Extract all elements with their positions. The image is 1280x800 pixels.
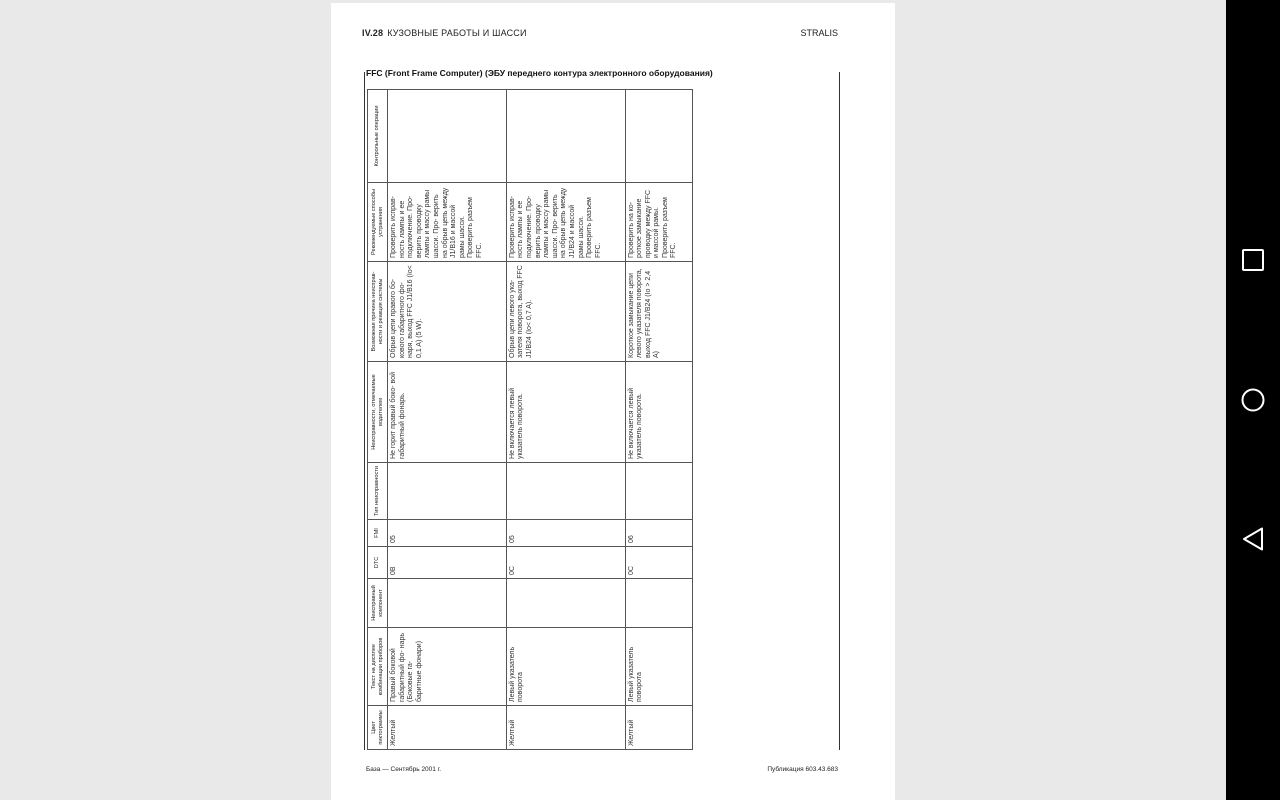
table-header-row	[368, 90, 388, 750]
cell-driver-symptoms: Не горит правый боко- вой габаритный фонарь.	[388, 362, 507, 463]
cell-remedy: Проверить исправ- ность лампы и ее подключение. Про- верить проводку лампы и массу рамы шасси. Про- верить на обрыв цепь между J1/B16 и массой рамы шасси. Проверить разъем FFC.	[388, 183, 507, 262]
column-header: Текст на дисплее комбинации приборов	[368, 628, 388, 706]
cell-driver-symptoms: Не включается левый указатель поворота.	[506, 362, 625, 463]
square-icon	[1241, 248, 1265, 272]
triangle-back-icon	[1241, 527, 1265, 551]
cell-display-text: Левый указатель поворота	[506, 628, 625, 706]
document-page	[331, 3, 895, 800]
android-navigation-bar	[1226, 0, 1280, 800]
column-header: DTC	[368, 547, 388, 579]
cell-checks	[388, 90, 507, 183]
cell-component	[506, 579, 625, 628]
recents-button[interactable]	[1226, 233, 1280, 287]
column-header: Возможная причина неисправ- ности и реакция системы	[368, 262, 388, 362]
cell-remedy: Проверить исправ- ность лампы и ее подключение. Про- верить проводку лампы и массу рамы шасси. Про- верить на обрыв цепь между J1/B24 и массой рамы шасси. Проверить разъем FFC.	[506, 183, 625, 262]
table-row	[506, 90, 625, 750]
column-header: Тип неисправности	[368, 463, 388, 520]
cell-fault-type	[506, 463, 625, 520]
cell-fmi: 05	[506, 520, 625, 547]
cell-remedy: Проверить на ко- роткое замыкание проводку между FFC и массой рамы. Проверить разъем FFC.	[625, 183, 693, 262]
cell-checks	[625, 90, 693, 183]
home-button[interactable]	[1226, 373, 1280, 427]
footer-publication: Публикация 603.43.683	[767, 766, 838, 773]
table-row	[625, 90, 693, 750]
cell-color: Желтый	[388, 706, 507, 750]
cell-display-text: Правый боковой габаритный фо- нарь (Боковые га- баритные фонари)	[388, 628, 507, 706]
cell-cause: Обрыв цепи левого ука- зателя поворота, выход FFC J1/B24 (Io< 0,7 A).	[506, 262, 625, 362]
page-header-left	[362, 28, 527, 38]
cell-dtc: 0C	[506, 547, 625, 579]
table-row	[388, 90, 507, 750]
circle-icon	[1241, 388, 1265, 412]
back-button[interactable]	[1226, 512, 1280, 566]
cell-fmi: 05	[388, 520, 507, 547]
cell-component	[388, 579, 507, 628]
cell-fault-type	[625, 463, 693, 520]
cell-fault-type	[388, 463, 507, 520]
section-title: КУЗОВНЫЕ РАБОТЫ И ШАССИ	[387, 28, 527, 38]
cell-cause: Короткое замыкание цепи левого указателя поворота, выход FFC J1/B24 (Io > 2,4 A)	[625, 262, 693, 362]
fault-table	[367, 89, 693, 750]
left-margin-rule	[364, 72, 365, 750]
cell-display-text: Левый указатель поворота	[625, 628, 693, 706]
cell-checks	[506, 90, 625, 183]
column-header: Неисправности, отмечаемые водителем	[368, 362, 388, 463]
column-header: Неисправный компонент	[368, 579, 388, 628]
cell-dtc: 0C	[625, 547, 693, 579]
table-heading: FFC (Front Frame Computer) (ЭБУ переднего контура электронного оборудования)	[366, 68, 713, 78]
fault-table-wrapper	[366, 89, 694, 751]
right-margin-rule	[839, 72, 840, 750]
column-header: FMI	[368, 520, 388, 547]
cell-dtc: 0B	[388, 547, 507, 579]
cell-component	[625, 579, 693, 628]
column-header: Цвет пиктограммы	[368, 706, 388, 750]
cell-color: Желтый	[506, 706, 625, 750]
column-header: Рекомендуемые способы устранения	[368, 183, 388, 262]
cell-color: Желтый	[625, 706, 693, 750]
cell-cause: Обрыв цепи правого бо- кового габаритного фо- наря, выход FFC J1/B16 (Io< 0,1 A) (5 W).	[388, 262, 507, 362]
cell-driver-symptoms: Не включается левый указатель поворота.	[625, 362, 693, 463]
column-header: Контрольные операции	[368, 90, 388, 183]
cell-fmi: 06	[625, 520, 693, 547]
brand-name: STRALIS	[800, 28, 838, 38]
footer-edition: База — Сентябрь 2001 г.	[366, 766, 442, 773]
section-number: IV.28	[362, 28, 384, 38]
